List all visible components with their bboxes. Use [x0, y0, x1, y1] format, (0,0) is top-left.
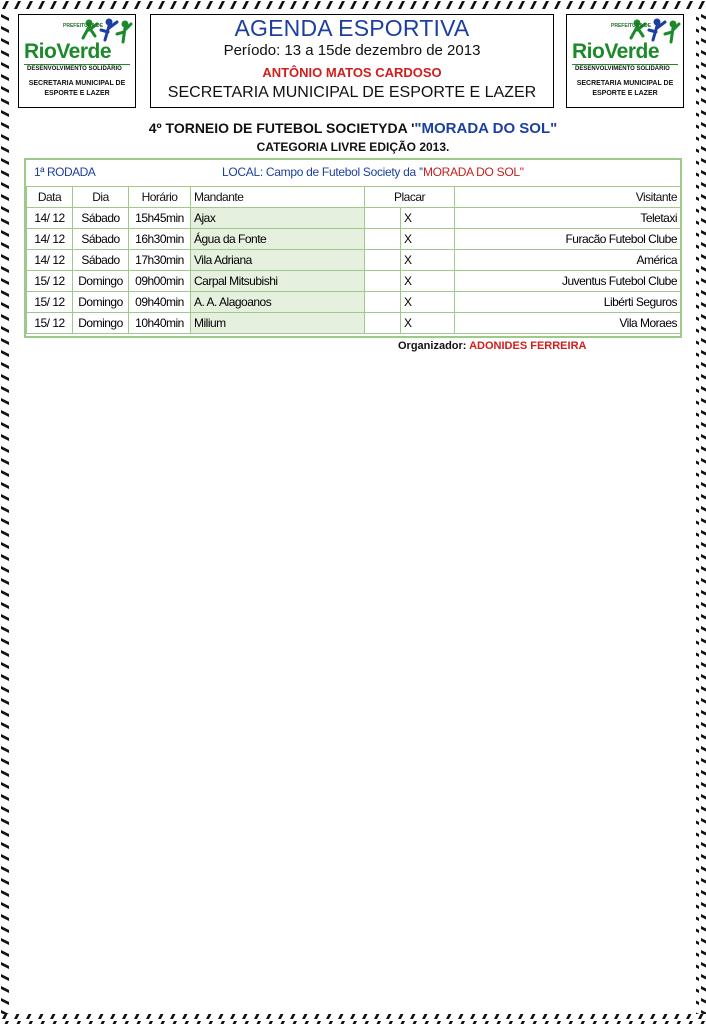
cell-dia: Domingo: [73, 292, 129, 313]
schedule-table: [24, 158, 682, 338]
logo-prefeitura-label: PREFEITURA DE: [63, 23, 104, 29]
cell-horario: 15h45min: [129, 208, 191, 229]
logo-verde-text: Verde: [604, 40, 660, 63]
logo-secretariat-line1: SECRETARIA MUNICIPAL DE: [576, 80, 674, 87]
cell-visitante: Juventus Futebol Clube: [455, 271, 681, 292]
cell-score-home: [365, 250, 401, 271]
cell-data: 15/ 12: [27, 313, 73, 334]
col-header-mandante: Mandante: [191, 187, 365, 208]
logo-secretariat-line2: ESPORTE E LAZER: [44, 90, 110, 97]
games-table: [26, 186, 681, 334]
header-box: [150, 14, 554, 108]
logo-divider: [572, 64, 678, 65]
cell-data: 15/ 12: [27, 271, 73, 292]
rio-verde-logo-right: [566, 14, 684, 108]
col-header-dia: Dia: [73, 187, 129, 208]
cell-data: 14/ 12: [27, 229, 73, 250]
logo-prefeitura-label: PREFEITURA DE: [611, 23, 652, 29]
cell-mandante: Vila Adriana: [191, 250, 365, 271]
logo-secretariat-line1: SECRETARIA MUNICIPAL DE: [28, 80, 126, 87]
logo-rio-text: Rio: [24, 40, 57, 63]
col-header-visitante: Visitante: [455, 187, 681, 208]
local-label: [222, 165, 524, 179]
cell-score-x: X: [401, 208, 455, 229]
cell-data: 15/ 12: [27, 292, 73, 313]
table-row: [27, 313, 681, 334]
person-name: ANTÔNIO MATOS CARDOSO: [262, 65, 442, 80]
cell-horario: 10h40min: [129, 313, 191, 334]
cell-score-x: X: [401, 271, 455, 292]
cell-dia: Domingo: [73, 271, 129, 292]
organizer-line: [398, 340, 586, 352]
col-header-placar: Placar: [365, 187, 455, 208]
col-header-data: Data: [27, 187, 73, 208]
tournament-title: [0, 120, 706, 137]
cell-data: 14/ 12: [27, 250, 73, 271]
secretariat-name: SECRETARIA MUNICIPAL DE ESPORTE E LAZER: [167, 84, 537, 101]
cell-mandante: Água da Fonte: [191, 229, 365, 250]
page-title: AGENDA ESPORTIVA: [234, 15, 470, 41]
organizer-name: ADONIDES FERREIRA: [469, 340, 587, 352]
rio-verde-logo-left: [18, 14, 136, 108]
logo-wordmark: [24, 40, 111, 64]
cell-mandante: Carpal Mitsubishi: [191, 271, 365, 292]
logo-rio-text: Rio: [572, 40, 605, 63]
cell-score-x: X: [401, 250, 455, 271]
organizer-label: Organizador:: [398, 340, 467, 352]
table-row: [27, 292, 681, 313]
cell-dia: Domingo: [73, 313, 129, 334]
tournament-subtitle: CATEGORIA LIVRE EDIÇÃO 2013.: [256, 140, 450, 154]
logo-wordmark: [572, 40, 659, 64]
table-row: [27, 250, 681, 271]
cell-score-home: [365, 292, 401, 313]
cell-score-home: [365, 313, 401, 334]
logo-divider: [24, 64, 130, 65]
tournament-title-highlight: "MORADA DO SOL": [414, 120, 558, 137]
cell-horario: 16h30min: [129, 229, 191, 250]
cell-visitante: Vila Moraes: [455, 313, 681, 334]
table-row: [27, 271, 681, 292]
cell-score-home: [365, 271, 401, 292]
cell-dia: Sábado: [73, 250, 129, 271]
cell-horario: 17h30min: [129, 250, 191, 271]
cell-dia: Sábado: [73, 229, 129, 250]
col-header-horario: Horário: [129, 187, 191, 208]
cell-visitante: Furacão Futebol Clube: [455, 229, 681, 250]
cell-score-x: X: [401, 313, 455, 334]
cell-mandante: A. A. Alagoanos: [191, 292, 365, 313]
logo-verde-text: Verde: [56, 40, 112, 63]
round-label: 1ª RODADA: [34, 165, 96, 179]
table-row: [27, 229, 681, 250]
cell-score-x: X: [401, 292, 455, 313]
table-row: [27, 208, 681, 229]
cell-mandante: Milium: [191, 313, 365, 334]
local-prefix: LOCAL: Campo de Futebol Society da '': [222, 165, 423, 179]
cell-dia: Sábado: [73, 208, 129, 229]
tournament-title-prefix: 4º TORNEIO DE FUTEBOL SOCIETYDA ': [148, 120, 415, 136]
logo-tagline: DESENVOLVIMENTO SOLIDÁRIO: [575, 66, 670, 72]
cell-score-home: [365, 229, 401, 250]
round-header: [26, 160, 680, 185]
cell-score-home: [365, 208, 401, 229]
cell-visitante: Teletaxi: [455, 208, 681, 229]
cell-mandante: Ajax: [191, 208, 365, 229]
cell-score-x: X: [401, 229, 455, 250]
cell-visitante: América: [455, 250, 681, 271]
cell-horario: 09h00min: [129, 271, 191, 292]
logo-tagline: DESENVOLVIMENTO SOLIDÁRIO: [27, 66, 122, 72]
cell-horario: 09h40min: [129, 292, 191, 313]
table-header-row: [27, 187, 681, 208]
logo-secretariat-line2: ESPORTE E LAZER: [592, 90, 658, 97]
cell-visitante: Libérti Seguros: [455, 292, 681, 313]
local-highlight: MORADA DO SOL": [422, 165, 524, 179]
cell-data: 14/ 12: [27, 208, 73, 229]
period-text: Período: 13 a 15de dezembro de 2013: [223, 42, 481, 59]
